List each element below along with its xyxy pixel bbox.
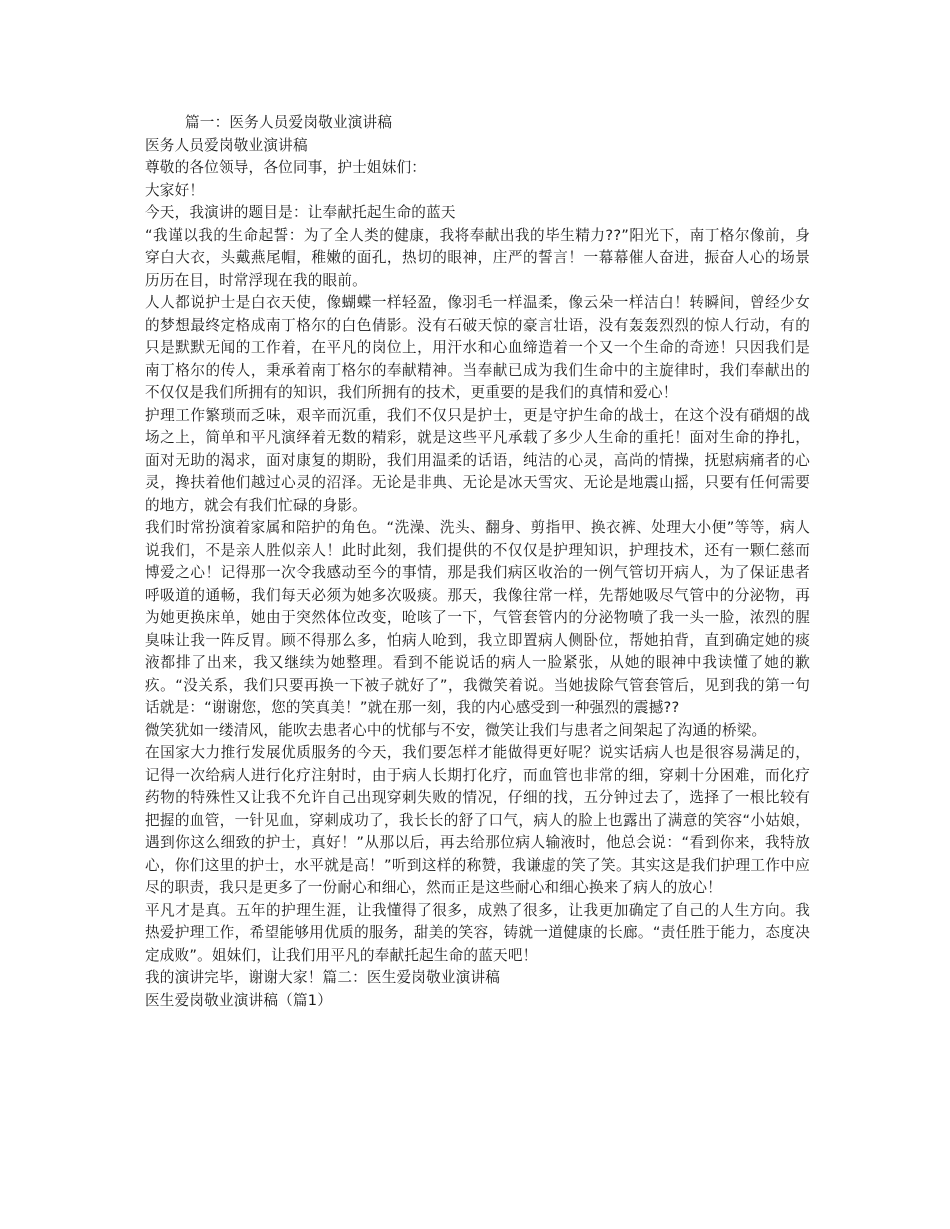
paragraph-nursing-work: 护理工作繁琐而乏味，艰辛而沉重，我们不仅只是护士，更是守护生命的战士，在这个没有硝烟的战场之上，简单和平凡演绎着无数的精彩，就是这些平凡承载了多少人生命的重托！面对生命的挣扎，面对无助的渴求，面对康复的期盼，我们用温柔的话语，纯洁的心灵，高尚的情操，抚慰病痛者的心灵，搀扶着他们越过心灵的沼泽。无论是非典、无论是冰天雪灾、无论是地震山摇，只要有任何需要的地方，就会有我们忙碌的身影。 xyxy=(145,406,810,514)
paragraph-closing: 我的演讲完毕，谢谢大家！篇二：医生爱岗敬业演讲稿 xyxy=(145,969,501,986)
paragraph-ordinary: 平凡才是真。五年的护理生涯，让我懂得了很多，成熟了很多，让我更加确定了自己的人生方向。我热爱护理工作，希望能够用优质的服务，甜美的笑容，铸就一道健康的长廊。“责任胜于能力，态度决定成败”。姐妹们，让我们用平凡的奉献托起生命的蓝天吧！ xyxy=(145,901,810,964)
paragraph-topic: 今天，我演讲的题目是：让奉献托起生命的蓝天 xyxy=(145,204,456,221)
paragraph-subtitle: 医务人员爱岗敬业演讲稿 xyxy=(145,136,308,154)
paragraph-smile: 微笑犹如一缕清风，能吹去患者心中的忧郁与不安，微笑让我们与患者之间架起了沟通的桥梁。 xyxy=(145,721,767,739)
document-heading: 篇一：医务人员爱岗敬业演讲稿 xyxy=(185,114,393,131)
paragraph-next-title: 医生爱岗敬业演讲稿（篇1） xyxy=(145,991,333,1009)
paragraph-family-role: 我们时常扮演着家属和陪护的角色。“洗澡、洗头、翻身、剪指甲、换衣裤、处理大小便”等等，病人说我们，不是亲人胜似亲人！此时此刻，我们提供的不仅仅是护理知识，护理技术，还有一颗仁慈而博爱之心！记得那一次令我感动至今的事情，那是我们病区收治的一例气管切开病人，为了保证患者呼吸道的通畅，我们每天必须为她多次吸痰。那天，我像往常一样，先帮她吸尽气管中的分泌物，再为她更换床单，她由于突然体位改变，呛咳了一下，气管套管内的分泌物喷了我一头一脸，浓烈的腥臭味让我一阵反胃。顾不得那么多，怕病人呛到，我立即置病人侧卧位，帮她拍背，直到确定她的痰液都排了出来，我又继续为她整理。看到不能说话的病人一脸紧张，从她的眼神中我读懂了她的歉疚。“没关系，我们只要再换一下被子就好了”，我微笑着说。当她拔除气管套管后，见到我的第一句话就是：“谢谢您，您的笑真美！”就在那一刻，我的内心感受到一种强烈的震撼?? xyxy=(145,519,810,716)
paragraph-salutation: 尊敬的各位领导，各位同事，护士姐妹们： xyxy=(145,159,427,176)
paragraph-angels: 人人都说护士是白衣天使，像蝴蝶一样轻盈，像羽毛一样温柔，像云朵一样洁白！转瞬间，曾经少女的梦想最终定格成南丁格尔的白色倩影。没有石破天惊的豪言壮语，没有轰轰烈烈的惊人行动，有的只是默默无闻的工作着，在平凡的岗位上，用汗水和心血缔造着一个又一个生命的奇迹！只因我们是南丁格尔的传人，秉承着南丁格尔的奉献精神。当奉献已成为我们生命中的主旋律时，我们奉献出的不仅仅是我们所拥有的知识，我们所拥有的技术，更重要的是我们的真情和爱心！ xyxy=(145,294,810,401)
document-page xyxy=(145,112,810,1012)
paragraph-quality-service: 在国家大力推行发展优质服务的今天，我们要怎样才能做得更好呢？说实话病人也是很容易满足的，记得一次给病人进行化疗注射时，由于病人长期打化疗，而血管也非常的细，穿刺十分困难，而化疗药物的特殊性又让我不允许自己出现穿刺失败的情况，仔细的找，五分钟过去了，选择了一根比较有把握的血管，一针见血，穿刺成功了，我长长的舒了口气，病人的脸上也露出了满意的笑容“小姑娘，遇到你这么细致的护士，真好！”从那以后，再去给那位病人输液时，他总会说：“看到你来，我特放心，你们这里的护士，水平就是高！”听到这样的称赞，我谦虚的笑了笑。其实这是我们护理工作中应尽的职责，我只是更多了一份耐心和细心，然而正是这些耐心和细心换来了病人的放心！ xyxy=(145,744,810,896)
paragraph-oath: “我谨以我的生命起誓：为了全人类的健康，我将奉献出我的毕生精力??”阳光下，南丁格尔像前，身穿白大衣，头戴燕尾帽，稚嫩的面孔，热切的眼神，庄严的誓言！一幕幕催人奋进，振奋人心的场景历历在目，时常浮现在我的眼前。 xyxy=(145,226,810,289)
paragraph-greeting: 大家好！ xyxy=(145,181,205,199)
